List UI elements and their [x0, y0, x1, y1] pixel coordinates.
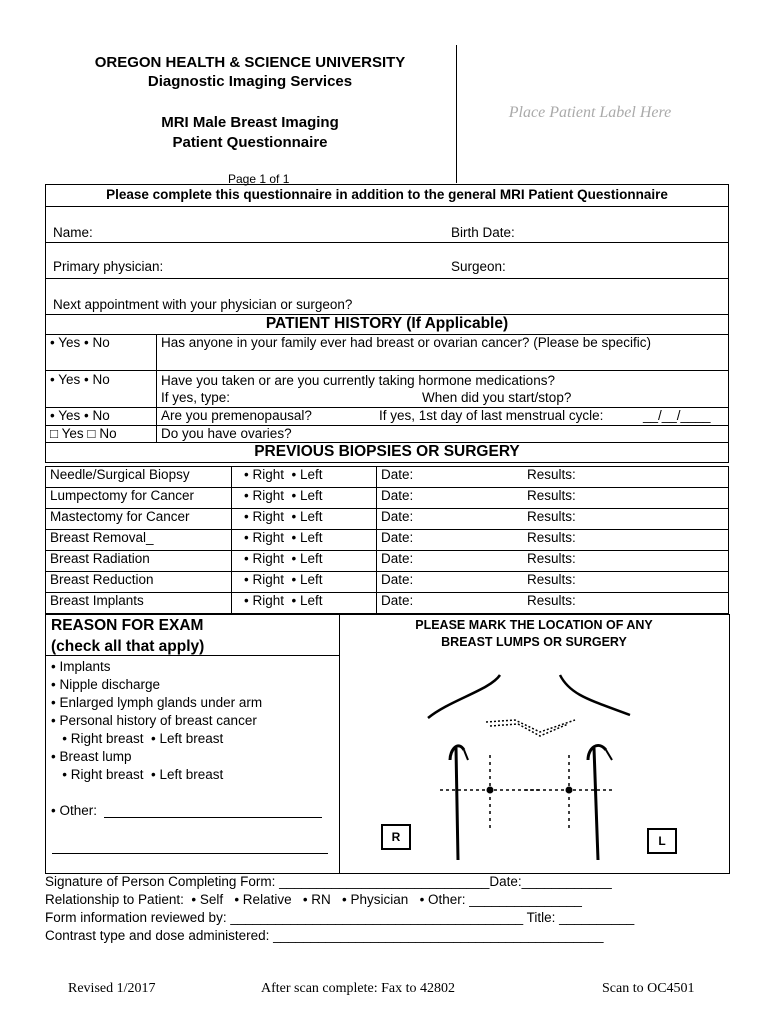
diagram-title	[340, 617, 728, 651]
dept-name: Diagnostic Imaging Services	[147, 73, 353, 90]
intro-text: Please complete this questionnaire in addition to the general MRI Patient Questionnaire	[46, 185, 729, 207]
right-arm-hook	[464, 750, 468, 760]
reason-item[interactable]: • Personal history of breast cancer	[51, 713, 257, 728]
diagram-title-2: BREAST LUMPS OR SURGERY	[441, 635, 627, 649]
premenopausal-label: Are you premenopausal?	[161, 408, 312, 423]
reason-item[interactable]: • Implants	[51, 659, 111, 674]
biopsy-table	[45, 466, 729, 614]
reason-item[interactable]: • Enlarged lymph glands under arm	[51, 695, 263, 710]
biopsies-title: PREVIOUS BIOPSIES OR SURGERY	[46, 443, 729, 463]
procedure-name: Breast Removal_	[46, 530, 232, 551]
results-field[interactable]: Results:	[523, 530, 729, 551]
menstrual-cycle-label: If yes, 1st day of last menstrual cycle:	[379, 408, 604, 423]
next-appointment-label: Next appointment with your physician or surgeon?	[53, 297, 353, 312]
hormone-options[interactable]: • Yes • No	[46, 371, 157, 408]
results-field[interactable]: Results:	[523, 572, 729, 593]
results-field[interactable]: Results:	[523, 509, 729, 530]
form-title-1: MRI Male Breast Imaging	[161, 114, 339, 131]
date-field[interactable]: Date:	[377, 509, 524, 530]
other-line-1[interactable]	[104, 817, 322, 818]
biopsy-row	[46, 572, 729, 593]
left-nipple-dot	[566, 787, 573, 794]
hormone-type-label: If yes, type:	[161, 390, 231, 405]
other-line-2[interactable]	[52, 853, 328, 854]
date-field[interactable]: Date:	[377, 488, 524, 509]
reason-item[interactable]: • Nipple discharge	[51, 677, 161, 692]
side-options[interactable]: • Right • Left	[232, 509, 377, 530]
side-options[interactable]: • Right • Left	[232, 551, 377, 572]
right-nipple-dot	[487, 787, 494, 794]
hormone-question-text: Have you taken or are you currently taking hormone medications?	[161, 373, 555, 388]
left-side-box: L	[647, 828, 677, 854]
surgeon-label: Surgeon:	[451, 259, 506, 274]
relationship-line[interactable]: Relationship to Patient: • Self • Relative • RN • Physician • Other: _______________	[45, 892, 582, 907]
results-field[interactable]: Results:	[523, 593, 729, 614]
collarbone-line-2	[490, 724, 568, 736]
reason-title: REASON FOR EXAM	[51, 617, 204, 634]
procedure-name: Lumpectomy for Cancer	[46, 488, 232, 509]
right-shoulder-line	[560, 675, 630, 715]
biopsy-row	[46, 593, 729, 614]
diagram-title-1: PLEASE MARK THE LOCATION OF ANY	[415, 618, 653, 632]
date-field[interactable]: Date:	[377, 467, 524, 488]
primary-physician-label: Primary physician:	[53, 259, 164, 274]
procedure-name: Breast Implants	[46, 593, 232, 614]
page-number: Page 1 of 1	[228, 172, 290, 186]
left-arm-line	[588, 745, 606, 860]
results-field[interactable]: Results:	[523, 551, 729, 572]
ovaries-question: Do you have ovaries?	[157, 426, 729, 443]
reason-item[interactable]: • Breast lump	[51, 749, 132, 764]
signature-line[interactable]: Signature of Person Completing Form: ____________________________Date:____________	[45, 874, 612, 889]
reason-subtitle: (check all that apply)	[51, 638, 205, 655]
hormone-question	[157, 371, 729, 408]
procedure-name: Breast Reduction	[46, 572, 232, 593]
next-appointment-row[interactable]	[46, 279, 729, 315]
fax-instruction: After scan complete: Fax to 42802	[261, 981, 456, 996]
date-field[interactable]: Date:	[377, 593, 524, 614]
procedure-name: Needle/Surgical Biopsy	[46, 467, 232, 488]
menstrual-date-field[interactable]: __/__/____	[643, 408, 711, 423]
biopsy-row	[46, 551, 729, 572]
right-side-box: R	[381, 824, 411, 850]
family-cancer-options[interactable]: • Yes • No	[46, 335, 157, 371]
biopsy-row	[46, 488, 729, 509]
birth-date-label: Birth Date:	[451, 225, 515, 240]
scan-instruction: Scan to OC4501	[602, 981, 695, 996]
family-cancer-question: Has anyone in your family ever had breast or ovarian cancer? (Please be specific)	[157, 335, 729, 371]
biopsy-row	[46, 467, 729, 488]
name-label: Name:	[53, 225, 93, 240]
results-field[interactable]: Results:	[523, 467, 729, 488]
reviewed-line[interactable]: Form information reviewed by: _______________________________________ Title: __________	[45, 910, 635, 925]
premenopausal-options[interactable]: • Yes • No	[46, 408, 157, 426]
physician-row[interactable]	[46, 243, 729, 279]
reason-item[interactable]: • Right breast • Left breast	[51, 731, 224, 746]
date-field[interactable]: Date:	[377, 530, 524, 551]
biopsy-row	[46, 509, 729, 530]
contrast-line[interactable]: Contrast type and dose administered: ____________________________________________	[45, 928, 604, 943]
side-options[interactable]: • Right • Left	[232, 572, 377, 593]
reason-other-label[interactable]: • Other:	[51, 803, 97, 818]
left-shoulder-line	[428, 675, 500, 718]
ovaries-options[interactable]: □ Yes □ No	[46, 426, 157, 443]
revised-date: Revised 1/2017	[68, 981, 156, 996]
left-arm-hook	[606, 750, 612, 760]
procedure-name: Mastectomy for Cancer	[46, 509, 232, 530]
patient-label-placeholder: Place Patient Label Here	[508, 104, 672, 121]
hormone-start-stop-label: When did you start/stop?	[422, 390, 572, 405]
side-options[interactable]: • Right • Left	[232, 467, 377, 488]
reason-list	[51, 658, 262, 784]
name-row[interactable]	[46, 207, 729, 243]
premenopausal-question	[157, 408, 729, 426]
reason-item[interactable]: • Right breast • Left breast	[51, 767, 224, 782]
side-options[interactable]: • Right • Left	[232, 488, 377, 509]
biopsy-row	[46, 530, 729, 551]
side-options[interactable]: • Right • Left	[232, 593, 377, 614]
date-field[interactable]: Date:	[377, 551, 524, 572]
side-options[interactable]: • Right • Left	[232, 530, 377, 551]
results-field[interactable]: Results:	[523, 488, 729, 509]
questionnaire-table	[45, 184, 729, 463]
org-name: OREGON HEALTH & SCIENCE UNIVERSITY	[94, 54, 406, 71]
form-title-2: Patient Questionnaire	[172, 134, 328, 151]
right-arm-line	[450, 746, 464, 860]
header-divider	[456, 45, 457, 183]
date-field[interactable]: Date:	[377, 572, 524, 593]
history-title: PATIENT HISTORY (If Applicable)	[46, 315, 729, 335]
procedure-name: Breast Radiation	[46, 551, 232, 572]
